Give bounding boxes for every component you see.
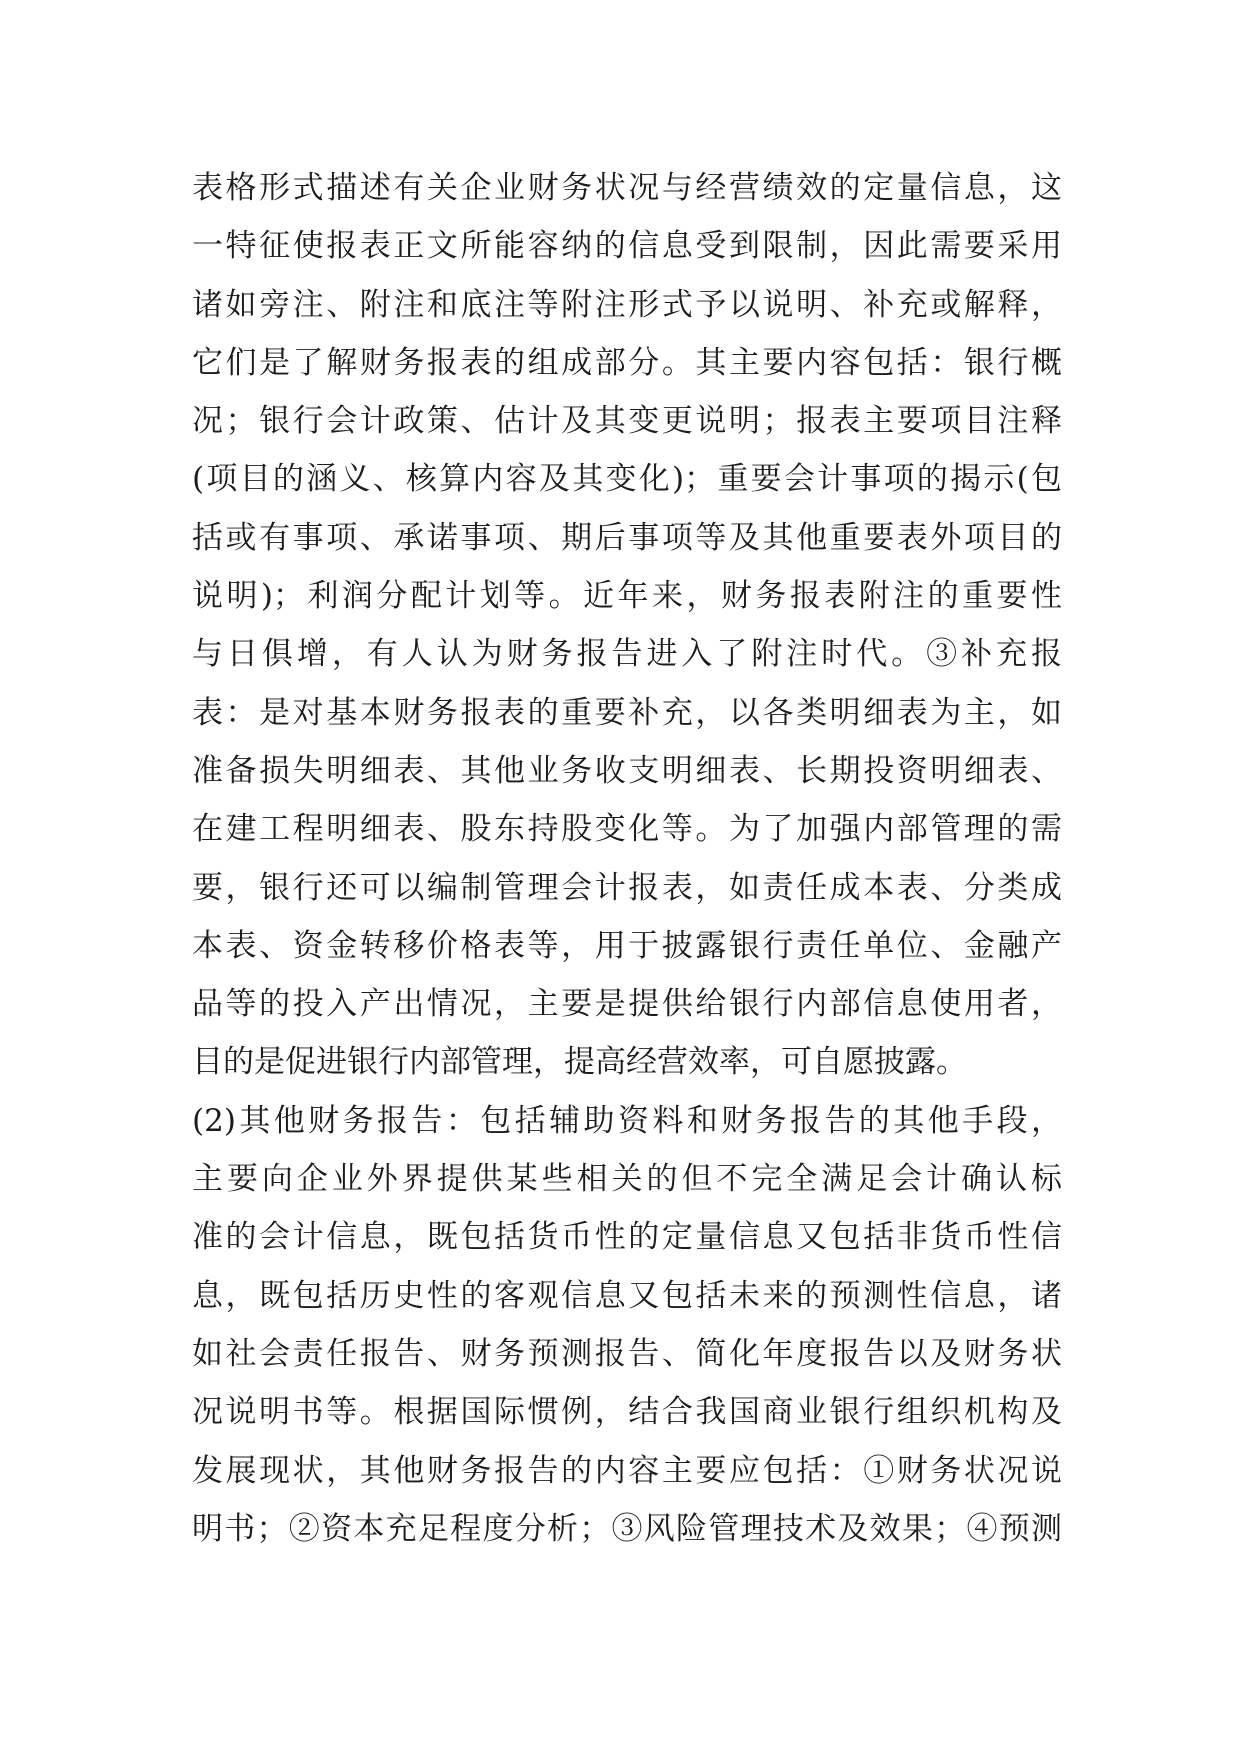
text-line: 一特征使报表正文所能容纳的信息受到限制，因此需要采用 <box>192 228 1062 265</box>
text-line: 本表、资金转移价格表等，用于披露银行责任单位、金融产 <box>192 927 1062 964</box>
text-line: 主要向企业外界提供某些相关的但不完全满足会计确认标 <box>192 1161 1062 1198</box>
text-line: 括或有事项、承诺事项、期后事项等及其他重要表外项目的 <box>192 519 1062 556</box>
text-line: 说明)；利润分配计划等。近年来，财务报表附注的重要性 <box>192 578 1062 615</box>
text-line: 表：是对基本财务报表的重要补充，以各类明细表为主，如 <box>192 694 1062 731</box>
text-line: 息，既包括历史性的客观信息又包括未来的预测性信息，诸 <box>192 1277 1062 1314</box>
text-line: 准备损失明细表、其他业务收支明细表、长期投资明细表、 <box>192 752 1062 789</box>
text-line: 发展现状，其他财务报告的内容主要应包括：①财务状况说 <box>192 1452 1062 1489</box>
text-line: 与日俱增，有人认为财务报告进入了附注时代。③补充报 <box>192 636 1062 673</box>
text-line: 要，银行还可以编制管理会计报表，如责任成本表、分类成 <box>192 869 1062 906</box>
text-line: 表格形式描述有关企业财务状况与经营绩效的定量信息，这 <box>192 170 1062 206</box>
text-line: 它们是了解财务报表的组成部分。其主要内容包括：银行概 <box>192 344 1062 381</box>
body-text <box>192 159 1062 1558</box>
text-line: 况说明书等。根据国际惯例，结合我国商业银行组织机构及 <box>192 1394 1062 1431</box>
text-line: 品等的投入产出情况，主要是提供给银行内部信息使用者， <box>192 986 1062 1023</box>
text-line: 明书；②资本充足程度分析；③风险管理技术及效果；④预测 <box>192 1510 1062 1547</box>
text-line: 目的是促进银行内部管理，提高经营效率，可自愿披露。 <box>192 1044 967 1081</box>
text-line: 况；银行会计政策、估计及其变更说明；报表主要项目注释 <box>192 403 1062 440</box>
text-line: 诸如旁注、附注和底注等附注形式予以说明、补充或解释， <box>192 286 1062 323</box>
text-line: 在建工程明细表、股东持股变化等。为了加强内部管理的需 <box>192 811 1062 848</box>
text-line: 准的会计信息，既包括货币性的定量信息又包括非货币性信 <box>192 1219 1062 1256</box>
text-line: 如社会责任报告、财务预测报告、简化年度报告以及财务状 <box>192 1335 1062 1372</box>
text-line: (项目的涵义、核算内容及其变化)；重要会计事项的揭示(包 <box>192 461 1062 498</box>
text-line: (2)其他财务报告：包括辅助资料和财务报告的其他手段， <box>192 1102 1062 1139</box>
